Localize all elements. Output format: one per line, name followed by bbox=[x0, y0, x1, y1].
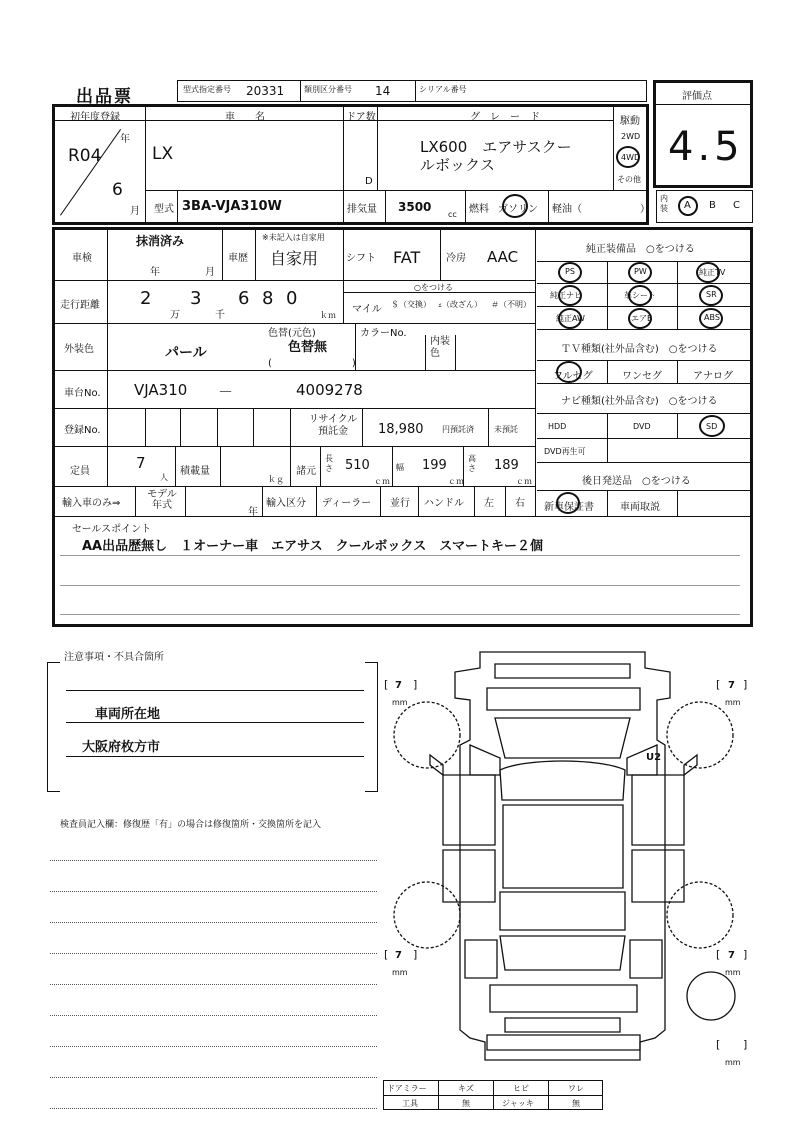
exterior-value: パール bbox=[165, 345, 207, 361]
first-reg-label: 初年度登録 bbox=[70, 112, 120, 123]
tire-fl-mm: mm bbox=[392, 698, 408, 707]
recycle-label: リサイクル預託金 bbox=[308, 414, 358, 437]
opt-tv: 純正TV bbox=[699, 268, 726, 277]
model-designation-label: 型式指定番号 bbox=[183, 85, 231, 94]
insp-year: 年 bbox=[150, 267, 160, 278]
sales-text: AA出品歴無し １オーナー車 エアサス クールボックス スマートキー２個 bbox=[82, 539, 543, 554]
inspector-label: 検査員記入欄：修復歴「有」の場合は修復箇所・交換箇所を記入 bbox=[60, 820, 322, 830]
capacity-label: 定員 bbox=[70, 466, 90, 477]
sales-label: セールスポイント bbox=[72, 524, 152, 535]
legend-h-2: キズ bbox=[458, 1084, 474, 1093]
category-label: 類別区分番号 bbox=[304, 85, 352, 94]
grade-label: グ レ ー ド bbox=[470, 112, 540, 123]
tv-analog: アナログ bbox=[693, 371, 733, 382]
color-change-value: 色替無 bbox=[288, 340, 328, 355]
tv-fullseg: フルセグ bbox=[553, 371, 593, 382]
navi-dvd: DVD bbox=[633, 422, 651, 431]
color-paren: ( ) bbox=[268, 358, 356, 369]
drive-label: 駆動 bbox=[620, 116, 640, 127]
load-label: 積載量 bbox=[180, 466, 210, 477]
history-label: 車歴 bbox=[228, 253, 248, 264]
exterior-label: 外装色 bbox=[64, 344, 94, 355]
dims-label: 諸元 bbox=[296, 466, 316, 477]
height-label: 高さ bbox=[468, 454, 476, 473]
interior-c: C bbox=[733, 200, 740, 211]
navi-sd: SD bbox=[706, 422, 718, 431]
tire-fr: 7 bbox=[728, 680, 735, 691]
legend-r-1: 工具 bbox=[402, 1099, 418, 1108]
mileage-digit-5: 0 bbox=[286, 288, 298, 309]
kg-unit: ｋｇ bbox=[268, 475, 284, 484]
legend-h-4: ワレ bbox=[568, 1084, 584, 1093]
mile-unknown: ＃（不明） bbox=[491, 300, 531, 309]
import-category-label: 輸入区分 bbox=[266, 498, 306, 509]
handle-label: ハンドル bbox=[424, 498, 464, 509]
notes-line-2: 大阪府枚方市 bbox=[82, 740, 161, 755]
drive-4wd-circle bbox=[616, 146, 640, 168]
serial-label: シリアル番号 bbox=[419, 85, 467, 94]
recycle-unpaid: 未預託 bbox=[494, 425, 518, 434]
mileage-digit-1: 2 bbox=[140, 288, 152, 309]
tire-rl: 7 bbox=[395, 950, 402, 961]
later-warranty: 新車保証書 bbox=[544, 502, 594, 513]
drive-4wd: 4WD bbox=[621, 153, 641, 162]
inspection-label: 車検 bbox=[72, 253, 92, 264]
legend-r-2: 無 bbox=[462, 1099, 470, 1108]
length-value: 510 bbox=[345, 458, 370, 473]
color-no-label: カラーNo. bbox=[360, 328, 407, 339]
mileage-digit-4: 8 bbox=[262, 288, 274, 309]
legend-r-4: 無 bbox=[572, 1099, 580, 1108]
grade-line1: LX600 エアサスクー bbox=[420, 138, 572, 156]
handle-right: 右 bbox=[515, 498, 525, 509]
opt-navi: 純正ナビ bbox=[550, 291, 582, 300]
recycle-status: 円預託済 bbox=[442, 425, 474, 434]
displacement-value: 3500 bbox=[398, 200, 432, 214]
chassis-label: 車台No. bbox=[64, 388, 101, 399]
height-value: 189 bbox=[494, 458, 519, 473]
opt-abs: ABS bbox=[704, 313, 720, 322]
recycle-value: 18,980 bbox=[378, 422, 424, 437]
ac-value: AAC bbox=[487, 248, 519, 266]
notes-line-1: 車両所在地 bbox=[95, 707, 161, 722]
tire-rr: 7 bbox=[728, 950, 735, 961]
model-designation-value: 20331 bbox=[246, 84, 285, 98]
category-value: 14 bbox=[375, 84, 391, 98]
import-label: 輸入車のみ⇒ bbox=[62, 498, 121, 509]
rating-label: 評価点 bbox=[682, 91, 712, 102]
mileage-label: 走行距離 bbox=[60, 300, 100, 311]
tire-rr-mm: mm bbox=[725, 968, 741, 977]
handle-left: 左 bbox=[484, 498, 494, 509]
interior-color-label: 内装色 bbox=[430, 336, 450, 359]
legend-r-3: ジャッキ bbox=[502, 1099, 534, 1108]
opt-pw: PW bbox=[634, 267, 647, 276]
car-damage-diagram bbox=[375, 640, 755, 1080]
page-title: 出品票 bbox=[76, 87, 133, 107]
chassis-prefix: VJA310 bbox=[134, 381, 188, 399]
mileage-digit-3: 6 bbox=[238, 288, 250, 309]
mileage-digit-2: 3 bbox=[190, 288, 202, 309]
insp-month: 月 bbox=[205, 267, 215, 278]
opt-airbag: エアB bbox=[631, 314, 653, 323]
mile-circle-label: ○をつける bbox=[414, 283, 453, 292]
registration-label: 登録No. bbox=[64, 425, 101, 436]
opt-sr: SR bbox=[706, 290, 717, 299]
month-label: 月 bbox=[130, 206, 140, 217]
man-unit: 万 bbox=[170, 310, 180, 321]
tire-rl-mm: mm bbox=[392, 968, 408, 977]
width-label: 幅 bbox=[396, 463, 404, 472]
tv-oneseg: ワンセグ bbox=[622, 371, 662, 382]
tire-fr-mm: mm bbox=[725, 698, 741, 707]
opt-ps: PS bbox=[565, 267, 575, 276]
door-label: ドア数 bbox=[346, 112, 376, 123]
history-note: ※未記入は自家用 bbox=[262, 233, 325, 242]
shift-value: FAT bbox=[393, 248, 421, 267]
width-value: 199 bbox=[422, 458, 447, 473]
import-parallel: 並行 bbox=[390, 498, 410, 509]
notes-label: 注意事項・不具合箇所 bbox=[64, 652, 164, 663]
legend-h-3: ヒビ bbox=[513, 1084, 529, 1093]
model-year-unit: 年 bbox=[248, 507, 258, 518]
wid-cm: ｃｍ bbox=[448, 477, 464, 486]
fuel-diesel: 軽油（ bbox=[552, 204, 582, 215]
tv-title: ＴＶ種類(社外品含む) ○をつける bbox=[561, 344, 718, 355]
opt-leather: 革シート bbox=[624, 291, 656, 300]
displacement-label: 排気量 bbox=[347, 204, 377, 215]
length-label: 長さ bbox=[325, 454, 333, 473]
import-dealer: ディーラー bbox=[322, 498, 372, 509]
fuel-label: 燃料 bbox=[469, 204, 489, 215]
year-label: 年 bbox=[120, 134, 130, 145]
door-unit: D bbox=[365, 176, 373, 187]
interior-a-circle bbox=[678, 196, 698, 216]
navi-title: ナビ種類(社外品含む) ○をつける bbox=[561, 396, 718, 407]
car-name-value: LX bbox=[152, 144, 174, 164]
mile-tamper: ｪ（改ざん） bbox=[438, 300, 482, 309]
type-value: 3BA-VJA310W bbox=[182, 199, 282, 214]
rating-value: 4.5 bbox=[668, 124, 744, 170]
km-unit: ｋｍ bbox=[320, 311, 336, 320]
damage-mark: U2 bbox=[646, 752, 662, 763]
model-year-label: モデル年式 bbox=[147, 489, 177, 511]
dvd-play: DVD再生可 bbox=[544, 447, 586, 456]
interior-b: B bbox=[709, 200, 716, 211]
legend-h-1: ドアミラー bbox=[387, 1084, 427, 1093]
person-unit: 人 bbox=[160, 473, 168, 482]
chassis-dash: － bbox=[218, 383, 234, 401]
first-reg-month: 6 bbox=[112, 180, 123, 200]
fuel-gasoline-circle bbox=[502, 194, 528, 218]
fuel-gasoline: ガソリン bbox=[498, 204, 538, 215]
later-manual: 車両取説 bbox=[620, 502, 660, 513]
hei-cm: ｃｍ bbox=[516, 477, 532, 486]
len-cm: ｃｍ bbox=[374, 477, 390, 486]
mile-exchange: ＄（交換） bbox=[391, 300, 431, 309]
shift-label: シフト bbox=[346, 253, 376, 264]
first-reg-era: R04 bbox=[68, 146, 102, 166]
chassis-number: 4009278 bbox=[296, 381, 363, 399]
options-title: 純正装備品 ○をつける bbox=[586, 244, 695, 255]
grade-line2: ルボックス bbox=[420, 156, 495, 174]
later-title: 後日発送品 ○をつける bbox=[582, 476, 691, 487]
interior-a: A bbox=[684, 200, 691, 211]
color-change-label: 色替(元色) bbox=[268, 328, 316, 339]
mile-label: マイル bbox=[352, 304, 382, 315]
drive-other: その他 bbox=[617, 175, 641, 184]
history-value: 自家用 bbox=[270, 249, 319, 268]
opt-aw: 純正AW bbox=[556, 314, 585, 323]
navi-hdd: HDD bbox=[548, 422, 567, 431]
inspection-value: 抹消済み bbox=[136, 234, 185, 248]
type-label: 型式 bbox=[154, 204, 174, 215]
car-name-label: 車 名 bbox=[225, 112, 265, 123]
sen-unit: 千 bbox=[215, 310, 225, 321]
cc-unit: cc bbox=[448, 210, 457, 219]
capacity-value: 7 bbox=[136, 454, 146, 472]
interior-label: 内装 bbox=[660, 194, 668, 213]
tire-fl: 7 bbox=[395, 680, 402, 691]
ac-label: 冷房 bbox=[446, 253, 466, 264]
drive-2wd: 2WD bbox=[621, 132, 641, 141]
spare-tire-mm: mm bbox=[725, 1058, 741, 1067]
